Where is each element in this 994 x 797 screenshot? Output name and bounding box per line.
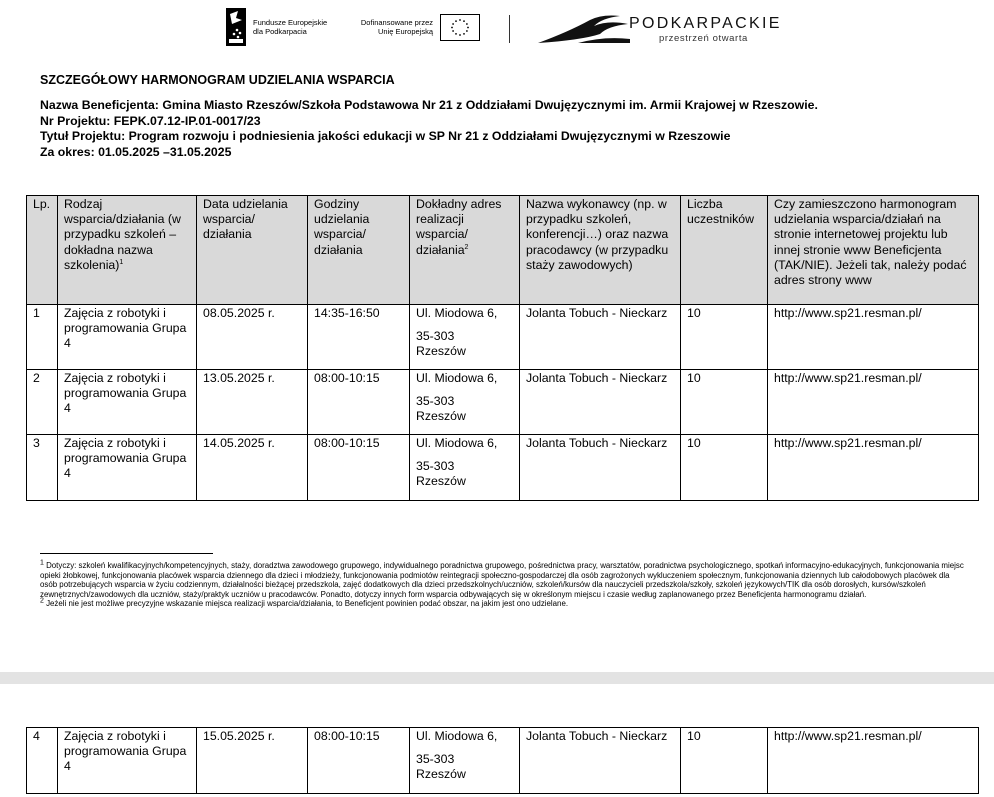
cell-participants: 10 bbox=[681, 370, 768, 435]
cell-hours: 08:00-10:15 bbox=[308, 370, 410, 435]
cofinanced-text: Dofinansowane przez Unię Europejską bbox=[360, 18, 433, 36]
eu-flag-icon bbox=[440, 14, 480, 41]
table-row bbox=[27, 305, 979, 370]
cell-address: Ul. Miodowa 6, 35-303 Rzeszów bbox=[410, 728, 520, 794]
cell-support-type: Zajęcia z robotyki i programowania Grupa 4 bbox=[58, 305, 197, 370]
cell-url[interactable]: http://www.sp21.resman.pl/ bbox=[768, 370, 979, 435]
table-row bbox=[27, 728, 979, 794]
page-separator bbox=[0, 672, 994, 684]
document-meta bbox=[40, 98, 818, 160]
document-page-2 bbox=[0, 684, 994, 797]
beneficiary-line: Nazwa Beneficjenta: Gmina Miasto Rzeszów/Szkoła Podstawowa Nr 21 z Oddziałami Dwujęzycznymi im. Armii Krajowej w Rzeszowie. bbox=[40, 98, 818, 112]
header-address: Dokładny adres realizacji wsparcia/ działania$^2$ bbox=[410, 196, 520, 305]
cell-contractor: Jolanta Tobuch - Nieckarz bbox=[520, 435, 681, 501]
logo-bar bbox=[222, 2, 788, 52]
cell-hours: 14:35-16:50 bbox=[308, 305, 410, 370]
cell-support-type: Zajęcia z robotyki i programowania Grupa 4 bbox=[58, 370, 197, 435]
eu-funds-logo-text: Fundusze Europejskie dla Podkarpacia bbox=[253, 18, 328, 36]
cell-lp: 1 bbox=[27, 305, 58, 370]
cell-participants: 10 bbox=[681, 728, 768, 794]
cell-lp: 3 bbox=[27, 435, 58, 501]
cell-hours: 08:00-10:15 bbox=[308, 728, 410, 794]
cell-participants: 10 bbox=[681, 435, 768, 501]
cell-support-type: Zajęcia z robotyki i programowania Grupa 4 bbox=[58, 728, 197, 794]
cell-contractor: Jolanta Tobuch - Nieckarz bbox=[520, 728, 681, 794]
footnote-1: $^1$ Dotyczy: szkoleń kwalifikacyjnych/kompetencyjnych, staży, doradztwa zawodowego grupowego, indywidualnego poradnictwa grupowego, pośrednictwa pracy, warsztatów, poradnictwa psychologicznego, spotkań informacyjno-edukacyjnych, funkcjonowania miejsc opieki żłobkowej, funkcjonowania placówek wsparcia dziennego dla dzieci i młodzieży, funkcjonowania podmiotów reintegracji społeczno-gospodarczej dla osób zagrożonych wykluczeniem społecznym, funkcjonowania dziennych lub całodobowych placówek dla osób potrzebujących wsparcia w życiu codziennym, działalności bieżącej przedszkola, zajęć dodatkowych dla dzieci przedszkolnych/uczniów, szkoleń/kursów dla nauczycieli przedszkola/szkoły, szkoleń językowych/TIK dla osób dorosłych, kursów/szkoleń zewnętrznych/zawodowych dla uczniów, staży/praktyk uczniów u pracodawców. Ponadto, dotyczy innych form wsparcia odbywających się w określonym miejscu i czasie według zaplanowanego przez Beneficjenta harmonogramu działań. bbox=[40, 559, 964, 599]
cell-address: Ul. Miodowa 6, 35-303 Rzeszów bbox=[410, 305, 520, 370]
podkarpackie-tagline: przestrzeń otwarta bbox=[659, 33, 748, 44]
cell-lp: 4 bbox=[27, 728, 58, 794]
header-lp: Lp. bbox=[27, 196, 58, 305]
cell-hours: 08:00-10:15 bbox=[308, 435, 410, 501]
document-title: SZCZEGÓŁOWY HARMONOGRAM UDZIELANIA WSPARCIA bbox=[40, 73, 395, 87]
schedule-table-continued bbox=[26, 727, 979, 794]
header-contractor: Nazwa wykonawcy (np. w przypadku szkoleń, konferencji…) oraz nazwa pracodawcy (w przypadku staży zawodowych) bbox=[520, 196, 681, 305]
cell-support-type: Zajęcia z robotyki i programowania Grupa 4 bbox=[58, 435, 197, 501]
cell-url[interactable]: http://www.sp21.resman.pl/ bbox=[768, 728, 979, 794]
cell-address: Ul. Miodowa 6, 35-303 Rzeszów bbox=[410, 435, 520, 501]
cell-contractor: Jolanta Tobuch - Nieckarz bbox=[520, 305, 681, 370]
cell-date: 08.05.2025 r. bbox=[197, 305, 308, 370]
header-hours: Godziny udzielania wsparcia/ działania bbox=[308, 196, 410, 305]
project-title-line: Tytuł Projektu: Program rozwoju i podniesienia jakości edukacji w SP Nr 21 z Oddziałami Dwujęzycznymi w Rzeszowie bbox=[40, 129, 731, 143]
table-row bbox=[27, 370, 979, 435]
footnote-rule bbox=[40, 553, 213, 554]
project-number-line: Nr Projektu: FEPK.07.12-IP.01-0017/23 bbox=[40, 113, 261, 128]
period-line: Za okres: 01.05.2025 –31.05.2025 bbox=[40, 144, 232, 159]
cell-url[interactable]: http://www.sp21.resman.pl/ bbox=[768, 305, 979, 370]
footnotes bbox=[40, 561, 965, 609]
cell-participants: 10 bbox=[681, 305, 768, 370]
cell-date: 13.05.2025 r. bbox=[197, 370, 308, 435]
cell-url[interactable]: http://www.sp21.resman.pl/ bbox=[768, 435, 979, 501]
table-row bbox=[27, 435, 979, 501]
cell-contractor: Jolanta Tobuch - Nieckarz bbox=[520, 370, 681, 435]
cell-lp: 2 bbox=[27, 370, 58, 435]
header-published: Czy zamieszczono harmonogram udzielania wsparcia/działań na stronie internetowej projektu lub innej stronie www Beneficjenta (TAK/NIE). Jeżeli tak, należy podać adres strony www bbox=[768, 196, 979, 305]
cell-address: Ul. Miodowa 6, 35-303 Rzeszów bbox=[410, 370, 520, 435]
header-date: Data udzielania wsparcia/ działania bbox=[197, 196, 308, 305]
podkarpackie-name: PODKARPACKIE bbox=[629, 15, 782, 32]
header-participants: Liczba uczestników bbox=[681, 196, 768, 305]
eu-funds-logo-icon bbox=[226, 8, 246, 46]
cell-date: 14.05.2025 r. bbox=[197, 435, 308, 501]
table-header-row bbox=[27, 196, 979, 305]
footnote-2: $^2$ Jeżeli nie jest możliwe precyzyjne wskazanie miejsca realizacji wsparcia/działania, to Beneficjent powinien podać obszar, na jakim jest ono udzielane. bbox=[40, 597, 569, 609]
logo-divider bbox=[509, 15, 510, 43]
schedule-table bbox=[26, 195, 979, 501]
header-support-type: Rodzaj wsparcia/działania (w przypadku szkoleń – dokładna nazwa szkolenia)$^1$ bbox=[58, 196, 197, 305]
cell-date: 15.05.2025 r. bbox=[197, 728, 308, 794]
